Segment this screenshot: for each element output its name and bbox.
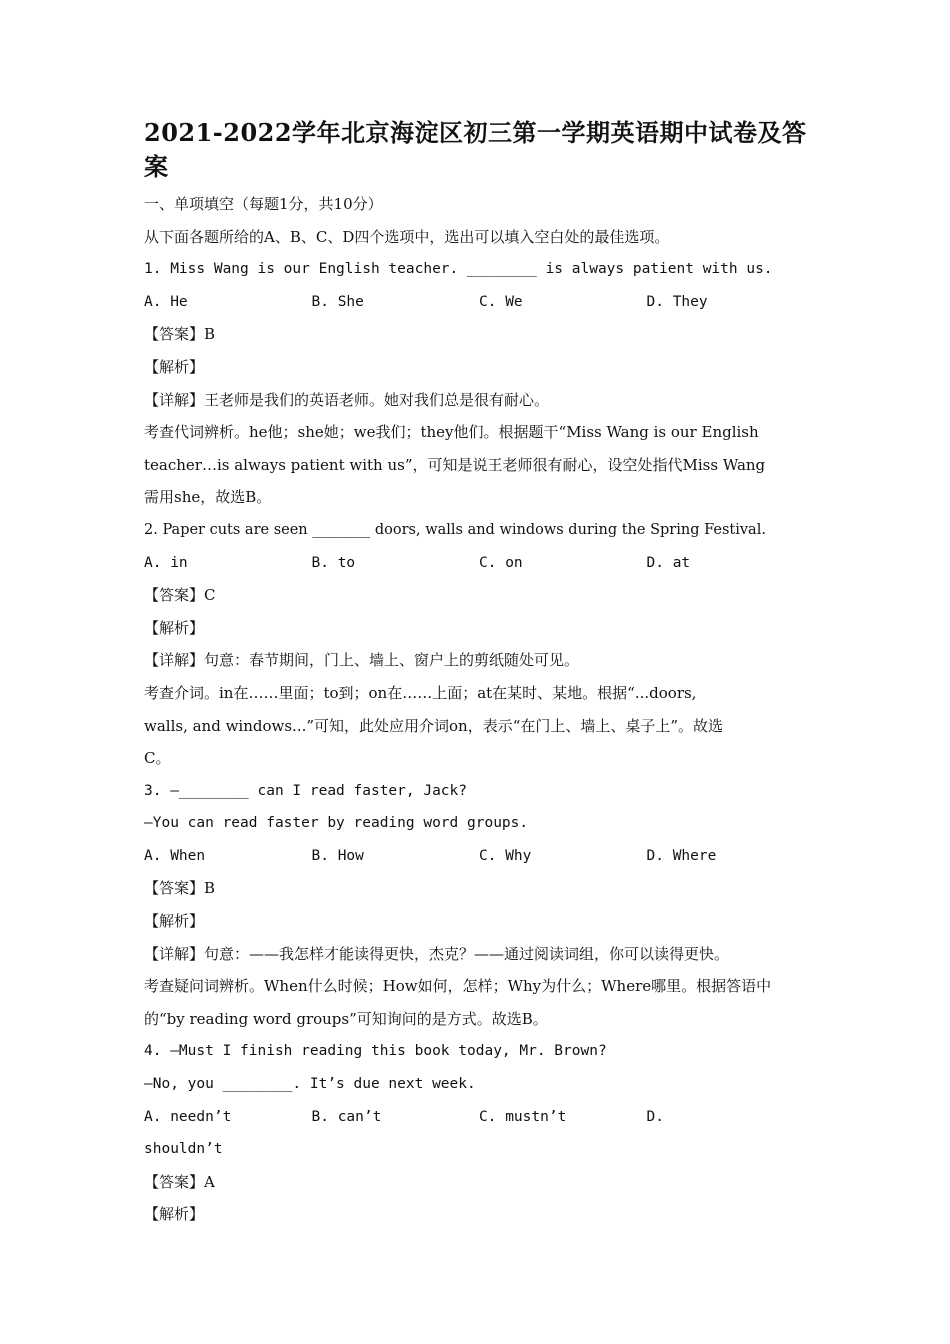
- option-c: C. mustn’t: [479, 1108, 567, 1125]
- question-options: [144, 547, 814, 580]
- question-3: [144, 775, 814, 1036]
- question-stem: 2. Paper cuts are seen ________ doors, walls and windows during the Spring Festival.: [144, 521, 766, 538]
- question-options: [144, 286, 814, 319]
- detail-line: walls, and windows...”可知，此处应用介词on，表示“在门上、墙上、桌子上”。故选: [144, 716, 724, 735]
- detail-line: 需用she，故选B。: [144, 488, 272, 507]
- option-b: B. She: [311, 293, 364, 310]
- question-options: [144, 840, 814, 873]
- detail-line: 考查疑问词辨析。When什么时候；How如何，怎样；Why为什么；Where哪里。根据答语中: [144, 977, 772, 996]
- analysis-label: 【解析】: [144, 912, 205, 931]
- answer-label: 【答案】A: [144, 1172, 215, 1191]
- detail-line: 的“by reading word groups”可知询问的是方式。故选B。: [144, 1009, 548, 1028]
- detail-line: 【详解】句意：——我怎样才能读得更快，杰克？——通过阅读词组，你可以读得更快。: [144, 944, 730, 963]
- question-stem: 3. —________ can I read faster, Jack?: [144, 782, 468, 799]
- option-c: C. Why: [479, 847, 532, 864]
- analysis-label: 【解析】: [144, 357, 205, 376]
- question-stem: 4. —Must I finish reading this book today, Mr. Brown?: [144, 1043, 607, 1060]
- detail-line: C。: [144, 749, 171, 768]
- question-stem: 1. Miss Wang is our English teacher. ________ is always patient with us.: [144, 261, 773, 278]
- question-4: [144, 1035, 814, 1231]
- option-d: D. Where: [646, 847, 717, 864]
- option-a: A. in: [144, 554, 188, 571]
- option-b: B. to: [311, 554, 356, 571]
- detail-line: 考查代词辨析。he他；she她；we我们；they他们。根据题干“Miss Wang is our English: [144, 423, 759, 442]
- question-2: [144, 514, 814, 775]
- option-a: A. needn’t: [144, 1108, 232, 1125]
- detail-line: 考查介词。in在……里面；to到；on在……上面；at在某时、某地。根据“...doors,: [144, 683, 697, 702]
- answer-label: 【答案】C: [144, 586, 216, 605]
- question-stem: —No, you ________. It’s due next week.: [144, 1076, 476, 1093]
- answer-label: 【答案】B: [144, 325, 216, 344]
- option-d-overflow: shouldn’t: [144, 1141, 223, 1158]
- option-d: D. at: [646, 554, 691, 571]
- detail-line: 【详解】王老师是我们的英语老师。她对我们总是很有耐心。: [144, 390, 550, 409]
- option-b: B. can’t: [311, 1108, 382, 1125]
- detail-line: teacher…is always patient with us”，可知是说王老师很有耐心，设空处指代Miss Wang: [144, 455, 766, 474]
- question-stem: —You can read faster by reading word groups.: [144, 815, 529, 832]
- option-c: C. We: [479, 293, 523, 310]
- option-d: D. They: [646, 293, 708, 310]
- option-b: B. How: [311, 847, 364, 864]
- question-options: [144, 1101, 814, 1134]
- analysis-label: 【解析】: [144, 618, 205, 637]
- option-d: D.: [646, 1108, 664, 1125]
- section-instruction: 从下面各题所给的A、B、C、D四个选项中，选出可以填入空白处的最佳选项。: [144, 227, 670, 246]
- question-1: [144, 253, 814, 514]
- analysis-label: 【解析】: [144, 1205, 205, 1224]
- option-a: A. He: [144, 293, 188, 310]
- option-c: C. on: [479, 554, 523, 571]
- option-a: A. When: [144, 847, 206, 864]
- document-title: 2021-2022学年北京海淀区初三第一学期英语期中试卷及答案: [144, 118, 807, 181]
- document-content: [144, 116, 814, 1231]
- detail-line: 【详解】句意：春节期间，门上、墙上、窗户上的剪纸随处可见。: [144, 651, 580, 670]
- section-heading: 一、单项填空（每题1分，共10分）: [144, 195, 383, 213]
- answer-label: 【答案】B: [144, 879, 216, 898]
